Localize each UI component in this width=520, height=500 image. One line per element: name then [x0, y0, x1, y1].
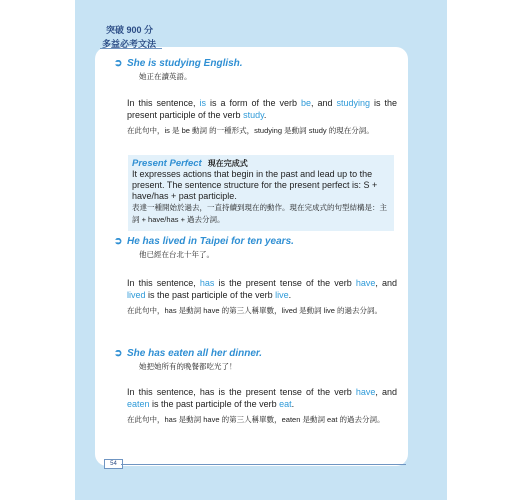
grammar-box-title: Present Perfect 現在完成式 — [132, 158, 248, 169]
grammar-box — [128, 155, 394, 231]
explanation-chinese: 在此句中，has 是動詞 have 的第三人稱單數，lived 是動詞 live 的過去分詞。 — [127, 306, 383, 315]
arrow-icon: ➲ — [114, 348, 123, 359]
example-1 — [114, 58, 398, 137]
example-translation: 他已經在台北十年了。 — [139, 250, 214, 259]
example-english: He has lived in Taipei for ten years. — [127, 236, 294, 247]
example-3 — [114, 348, 397, 426]
example-translation: 她把她所有的晚餐都吃光了！ — [139, 362, 237, 371]
header-subtitle: 多益必考文法 — [102, 39, 157, 49]
example-sentence — [114, 236, 397, 247]
explanation-chinese: 在此句中，has 是動詞 have 的第三人稱單數，eaten 是動詞 eat 的過去分詞。 — [127, 415, 385, 424]
example-sentence — [114, 348, 397, 359]
explanation: In this sentence, is is a form of the verb be, and studying is the present participle of the verb study. — [127, 98, 398, 120]
page-number: 54 — [104, 459, 123, 469]
arrow-icon: ➲ — [114, 236, 123, 247]
grammar-box-text: It expresses actions that begin in the past and lead up to the present. The sentence structure for the present perfect is: S + have/has + past participle. — [132, 169, 378, 201]
example-english: She has eaten all her dinner. — [127, 348, 263, 359]
explanation-chinese: 在此句中，is 是 be 動詞 的一種形式，studying 是動詞 study 的現在分詞。 — [127, 126, 374, 135]
grammar-box-chinese: 表達一種開始於過去，一直持續到現在的動作。現在完成式的句型結構是：主詞 + have/has + 過去分詞。 — [132, 203, 387, 224]
explanation: In this sentence, has is the present tense of the verb have, and lived is the past participle of the verb live. — [127, 278, 398, 300]
footer-rule — [121, 464, 406, 465]
arrow-icon: ➲ — [114, 58, 123, 69]
example-2 — [114, 236, 398, 317]
example-english: She is studying English. — [127, 58, 243, 69]
header-rule — [100, 48, 162, 49]
example-sentence — [114, 58, 397, 69]
header-title: 突破 900 分 — [106, 25, 154, 35]
example-translation: 她正在讀英語。 — [139, 72, 192, 81]
explanation: In this sentence, has is the present tense of the verb have, and eaten is the past participle of the verb eat. — [127, 387, 397, 409]
